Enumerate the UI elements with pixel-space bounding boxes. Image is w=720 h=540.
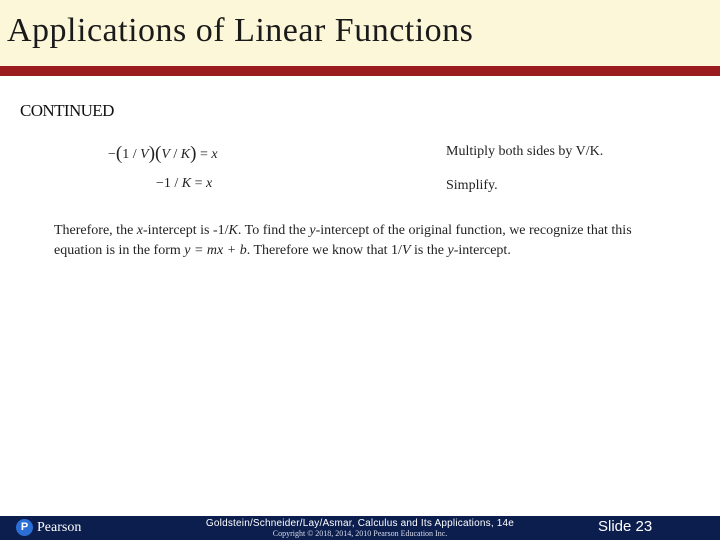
title-bar — [0, 0, 720, 66]
equation-step-2: −1 / K = x — [156, 176, 213, 191]
explanation-paragraph: Therefore, the x-intercept is -1/K. To find the y-intercept of the original function, we recognize that this equation is in the form y = mx + b. Therefore we know that 1/V is the y-intercept. — [54, 223, 632, 258]
copyright-notice: Copyright © 2018, 2014, 2010 Pearson Education Inc. — [272, 529, 448, 538]
continued-label: CONTINUED — [20, 101, 114, 120]
pearson-logo-text: Pearson — [37, 519, 82, 535]
pearson-logo-icon: P — [16, 519, 33, 536]
step-note-simplify: Simplify. — [446, 178, 498, 193]
book-citation: Goldstein/Schneider/Lay/Asmar, Calculus and Its Applications, 14e — [205, 518, 515, 529]
footer-bar — [0, 516, 720, 540]
slide-title: Applications of Linear Functions — [7, 12, 474, 49]
pearson-logo — [16, 519, 81, 536]
slide-number: Slide 23 — [598, 518, 653, 535]
equation-step-1: −(1 / V)(V / K) = x — [108, 143, 218, 164]
step-note-multiply: Multiply both sides by V/K. — [446, 144, 604, 159]
title-divider — [0, 66, 720, 76]
footer-citation — [200, 518, 520, 539]
